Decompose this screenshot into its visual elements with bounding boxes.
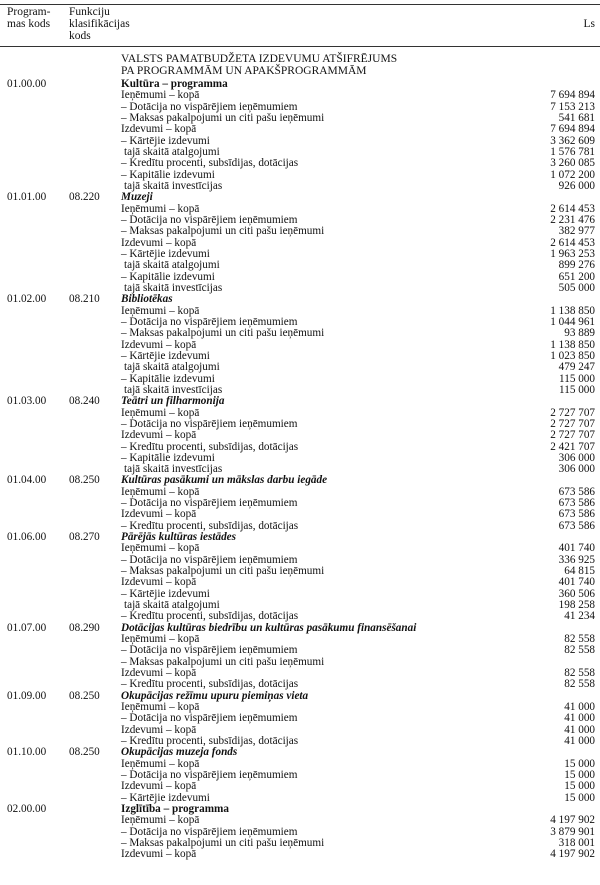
- row-value: 673 586: [558, 485, 595, 498]
- row-label: – Dotācija no vispārējiem ieņēmumiem: [121, 712, 298, 725]
- table-row: [0, 849, 600, 860]
- row-label: Izdevumi – kopā: [121, 667, 197, 680]
- row-label: Ieņēmumi – kopā: [121, 304, 200, 317]
- table-row: [0, 351, 600, 362]
- section-title: Okupācijas režīmu upuru piemiņas vieta: [121, 689, 309, 702]
- header-program-code: [7, 6, 50, 30]
- table-row: [0, 170, 600, 181]
- table-row: [0, 600, 600, 611]
- function-code: 08.220: [69, 191, 100, 204]
- table-row: [0, 328, 600, 339]
- row-value: 306 000: [558, 451, 595, 464]
- header-text: Program-: [7, 6, 51, 18]
- header-text: kods: [69, 30, 91, 42]
- section-title: Bibliotēkas: [121, 293, 173, 306]
- section-header-row: [0, 804, 600, 815]
- row-value: 82 558: [564, 667, 595, 680]
- program-code: 01.02.00: [7, 293, 47, 306]
- row-value: 3 879 901: [550, 825, 595, 838]
- top-rule: [0, 4, 600, 5]
- row-value: 926 000: [558, 179, 595, 192]
- program-code: 01.06.00: [7, 531, 47, 544]
- row-value: 1 023 850: [550, 349, 595, 362]
- row-label: – Dotācija no vispārējiem ieņēmumiem: [121, 497, 298, 510]
- header-function-code: [69, 6, 130, 42]
- row-value: 401 740: [558, 542, 595, 555]
- table-row: [0, 713, 600, 724]
- row-label: – Maksas pakalpojumi un citi pašu ieņēmumi: [121, 225, 325, 238]
- table-row: [0, 430, 600, 441]
- section-header-row: [0, 747, 600, 758]
- table-row: [0, 272, 600, 283]
- row-label: – Dotācija no vispārējiem ieņēmumiem: [121, 553, 298, 566]
- function-code: 08.250: [69, 474, 100, 487]
- row-value: 2 614 453: [550, 202, 595, 215]
- section-title: Teātri un filharmonija: [121, 395, 225, 408]
- row-value: 1 576 781: [550, 145, 595, 158]
- row-value: 4 197 902: [550, 814, 595, 827]
- row-label: Izdevumi – kopā: [121, 338, 197, 351]
- table-row: [0, 589, 600, 600]
- table-row: [0, 509, 600, 520]
- table-row: [0, 374, 600, 385]
- table-row: [0, 566, 600, 577]
- row-value: 1 072 200: [550, 168, 595, 181]
- row-value: 306 000: [558, 463, 595, 476]
- table-row: [0, 204, 600, 215]
- row-label: – Kredītu procenti, subsīdijas, dotācijas: [121, 440, 299, 453]
- row-label: Izdevumi – kopā: [121, 576, 197, 589]
- table-row: [0, 306, 600, 317]
- program-code: 01.00.00: [7, 78, 47, 90]
- row-label: – Kapitālie izdevumi: [121, 168, 215, 181]
- section-header-row: [0, 623, 600, 634]
- row-label: Izdevumi – kopā: [121, 723, 197, 736]
- table-row: [0, 124, 600, 135]
- row-value: 82 558: [564, 678, 595, 691]
- row-label: – Maksas pakalpojumi un citi pašu ieņēmumi: [121, 836, 325, 849]
- table-row: [0, 668, 600, 679]
- section-header-row: [0, 294, 600, 305]
- section-header-row: [0, 396, 600, 407]
- row-label: Ieņēmumi – kopā: [121, 633, 200, 646]
- program-code: 01.04.00: [7, 474, 47, 487]
- function-code: 08.250: [69, 689, 100, 702]
- row-label: – Kārtējie izdevumi: [121, 791, 210, 804]
- row-value: 7 694 894: [550, 123, 595, 136]
- row-label: – Dotācija no vispārējiem ieņēmumiem: [121, 825, 298, 838]
- table-row: [0, 419, 600, 430]
- row-value: 541 681: [558, 111, 595, 124]
- row-label: – Dotācija no vispārējiem ieņēmumiem: [121, 644, 298, 657]
- table-row: [0, 362, 600, 373]
- row-label: tajā skaitā investīcijas: [124, 383, 223, 396]
- header-text: Funkciju: [69, 6, 110, 18]
- row-label: – Kapitālie izdevumi: [121, 270, 215, 283]
- row-label: – Kredītu procenti, subsīdijas, dotācijas: [121, 610, 299, 623]
- table-row: [0, 634, 600, 645]
- section-header-row: [0, 475, 600, 486]
- row-label: tajā skaitā investīcijas: [124, 281, 223, 294]
- row-label: Izdevumi – kopā: [121, 123, 197, 136]
- row-label: – Kredītu procenti, subsīdijas, dotācijas: [121, 678, 299, 691]
- budget-table: [0, 79, 600, 861]
- table-row: [0, 838, 600, 849]
- row-label: – Kārtējie izdevumi: [121, 134, 210, 147]
- row-value: 2 727 707: [550, 406, 595, 419]
- table-row: [0, 113, 600, 124]
- table-row: [0, 158, 600, 169]
- function-code: 08.270: [69, 531, 100, 544]
- function-code: 08.240: [69, 395, 100, 408]
- row-label: Izdevumi – kopā: [121, 508, 197, 521]
- row-value: 673 586: [558, 508, 595, 521]
- row-label: Izdevumi – kopā: [121, 780, 197, 793]
- row-label: – Kredītu procenti, subsīdijas, dotācijas: [121, 519, 299, 532]
- row-value: 360 506: [558, 587, 595, 600]
- title-line: PA PROGRAMMĀM UN APAKŠPROGRAMMĀM: [121, 65, 367, 77]
- section-header-row: [0, 691, 600, 702]
- row-label: Ieņēmumi – kopā: [121, 406, 200, 419]
- table-row: [0, 815, 600, 826]
- table-row: [0, 770, 600, 781]
- row-label: Ieņēmumi – kopā: [121, 757, 200, 770]
- table-row: [0, 408, 600, 419]
- program-code: 02.00.00: [7, 803, 47, 815]
- section-title: Pārējās kultūras iestādes: [121, 531, 236, 544]
- row-value: 15 000: [564, 769, 595, 782]
- header-rule: [0, 46, 600, 47]
- row-value: 1 138 850: [550, 304, 595, 317]
- table-row: [0, 657, 600, 668]
- row-value: 115 000: [559, 383, 595, 396]
- section-header-row: [0, 79, 600, 90]
- row-label: – Kārtējie izdevumi: [121, 247, 210, 260]
- row-value: 1 044 961: [550, 315, 595, 328]
- row-value: 4 197 902: [550, 848, 595, 861]
- row-value: 382 977: [558, 225, 595, 238]
- section-title: Muzeji: [121, 191, 153, 204]
- row-value: 93 889: [564, 327, 595, 340]
- table-row: [0, 147, 600, 158]
- row-label: – Maksas pakalpojumi un citi pašu ieņēmumi: [121, 565, 325, 578]
- row-value: 41 000: [564, 723, 595, 736]
- row-label: tajā skaitā atalgojumi: [124, 599, 220, 612]
- program-code: 01.03.00: [7, 395, 47, 408]
- row-value: 115 000: [559, 372, 595, 385]
- row-value: 1 138 850: [550, 338, 595, 351]
- table-row: [0, 238, 600, 249]
- section-title: Izglītība – programma: [121, 803, 229, 815]
- row-label: – Kredītu procenti, subsīdijas, dotācijas: [121, 735, 299, 748]
- row-value: 318 001: [558, 836, 595, 849]
- row-label: Ieņēmumi – kopā: [121, 814, 200, 827]
- section-title: Kultūra – programma: [121, 78, 228, 90]
- row-label: Ieņēmumi – kopā: [121, 701, 200, 714]
- section-title: Kultūras pasākumi un mākslas darbu iegāde: [121, 474, 328, 487]
- row-value: 7 153 213: [550, 100, 595, 113]
- program-code: 01.09.00: [7, 689, 47, 702]
- row-value: 41 000: [564, 701, 595, 714]
- row-label: – Kapitālie izdevumi: [121, 372, 215, 385]
- function-code: 08.290: [69, 621, 100, 634]
- row-value: 1 963 253: [550, 247, 595, 260]
- row-value: 2 727 707: [550, 429, 595, 442]
- table-row: [0, 781, 600, 792]
- header-text: klasifikācijas: [69, 18, 130, 30]
- table-row: [0, 249, 600, 260]
- row-value: 651 200: [558, 270, 595, 283]
- row-value: 899 276: [558, 259, 595, 272]
- row-value: 673 586: [558, 519, 595, 532]
- section-title: Dotācijas kultūras biedrību un kultūras pasākumu finansēšanai: [121, 621, 417, 634]
- section-header-row: [0, 192, 600, 203]
- row-label: – Kārtējie izdevumi: [121, 587, 210, 600]
- title-line: VALSTS PAMATBUDŽETA IZDEVUMU ATŠIFRĒJUMS: [121, 53, 398, 65]
- table-row: [0, 90, 600, 101]
- table-row: [0, 793, 600, 804]
- row-value: 198 258: [558, 599, 595, 612]
- table-row: [0, 759, 600, 770]
- row-value: 15 000: [564, 757, 595, 770]
- document-title: [121, 53, 397, 77]
- row-label: tajā skaitā atalgojumi: [124, 361, 220, 374]
- row-label: – Kārtējie izdevumi: [121, 349, 210, 362]
- table-row: [0, 453, 600, 464]
- row-label: tajā skaitā investīcijas: [124, 463, 223, 476]
- program-code: 01.07.00: [7, 621, 47, 634]
- table-row: [0, 226, 600, 237]
- program-code: 01.10.00: [7, 746, 47, 759]
- row-value: 505 000: [558, 281, 595, 294]
- row-label: – Dotācija no vispārējiem ieņēmumiem: [121, 315, 298, 328]
- row-value: 2 231 476: [550, 213, 595, 226]
- header-unit: Ls: [583, 18, 595, 30]
- table-row: [0, 340, 600, 351]
- row-label: Ieņēmumi – kopā: [121, 485, 200, 498]
- row-value: 3 260 085: [550, 157, 595, 170]
- table-row: [0, 702, 600, 713]
- row-value: 41 234: [564, 610, 595, 623]
- row-label: Izdevumi – kopā: [121, 429, 197, 442]
- row-label: – Dotācija no vispārējiem ieņēmumiem: [121, 100, 298, 113]
- row-label: – Dotācija no vispārējiem ieņēmumiem: [121, 213, 298, 226]
- row-value: 64 815: [564, 565, 595, 578]
- row-label: Ieņēmumi – kopā: [121, 89, 200, 102]
- row-value: 673 586: [558, 497, 595, 510]
- table-row: [0, 487, 600, 498]
- row-value: 15 000: [564, 780, 595, 793]
- row-label: – Kapitālie izdevumi: [121, 451, 215, 464]
- table-row: [0, 498, 600, 509]
- table-row: [0, 442, 600, 453]
- table-row: [0, 260, 600, 271]
- row-value: 7 694 894: [550, 89, 595, 102]
- row-label: – Maksas pakalpojumi un citi pašu ieņēmumi: [121, 111, 325, 124]
- section-title: Okupācijas muzeja fonds: [121, 746, 238, 759]
- header-text: mas kods: [7, 18, 51, 30]
- table-row: [0, 543, 600, 554]
- row-label: – Maksas pakalpojumi un citi pašu ieņēmumi: [121, 327, 325, 340]
- row-value: 82 558: [564, 644, 595, 657]
- row-label: tajā skaitā atalgojumi: [124, 145, 220, 158]
- row-label: Izdevumi – kopā: [121, 236, 197, 249]
- row-value: 41 000: [564, 735, 595, 748]
- row-label: Ieņēmumi – kopā: [121, 542, 200, 555]
- row-label: – Dotācija no vispārējiem ieņēmumiem: [121, 417, 298, 430]
- section-header-row: [0, 532, 600, 543]
- table-row: [0, 725, 600, 736]
- program-code: 01.01.00: [7, 191, 47, 204]
- row-value: 401 740: [558, 576, 595, 589]
- row-label: tajā skaitā investīcijas: [124, 179, 223, 192]
- row-value: 479 247: [558, 361, 595, 374]
- row-label: – Dotācija no vispārējiem ieņēmumiem: [121, 769, 298, 782]
- row-value: 82 558: [564, 633, 595, 646]
- row-label: – Kredītu procenti, subsīdijas, dotācijas: [121, 157, 299, 170]
- row-label: tajā skaitā atalgojumi: [124, 259, 220, 272]
- row-value: 41 000: [564, 712, 595, 725]
- row-value: 2 614 453: [550, 236, 595, 249]
- row-value: 2 727 707: [550, 417, 595, 430]
- row-label: – Maksas pakalpojumi un citi pašu ieņēmumi: [121, 655, 325, 668]
- row-label: Izdevumi – kopā: [121, 848, 197, 861]
- table-row: [0, 136, 600, 147]
- function-code: 08.210: [69, 293, 100, 306]
- row-label: Ieņēmumi – kopā: [121, 202, 200, 215]
- row-value: 3 362 609: [550, 134, 595, 147]
- row-value: 2 421 707: [550, 440, 595, 453]
- function-code: 08.250: [69, 746, 100, 759]
- table-row: [0, 577, 600, 588]
- row-value: 15 000: [564, 791, 595, 804]
- row-value: 336 925: [558, 553, 595, 566]
